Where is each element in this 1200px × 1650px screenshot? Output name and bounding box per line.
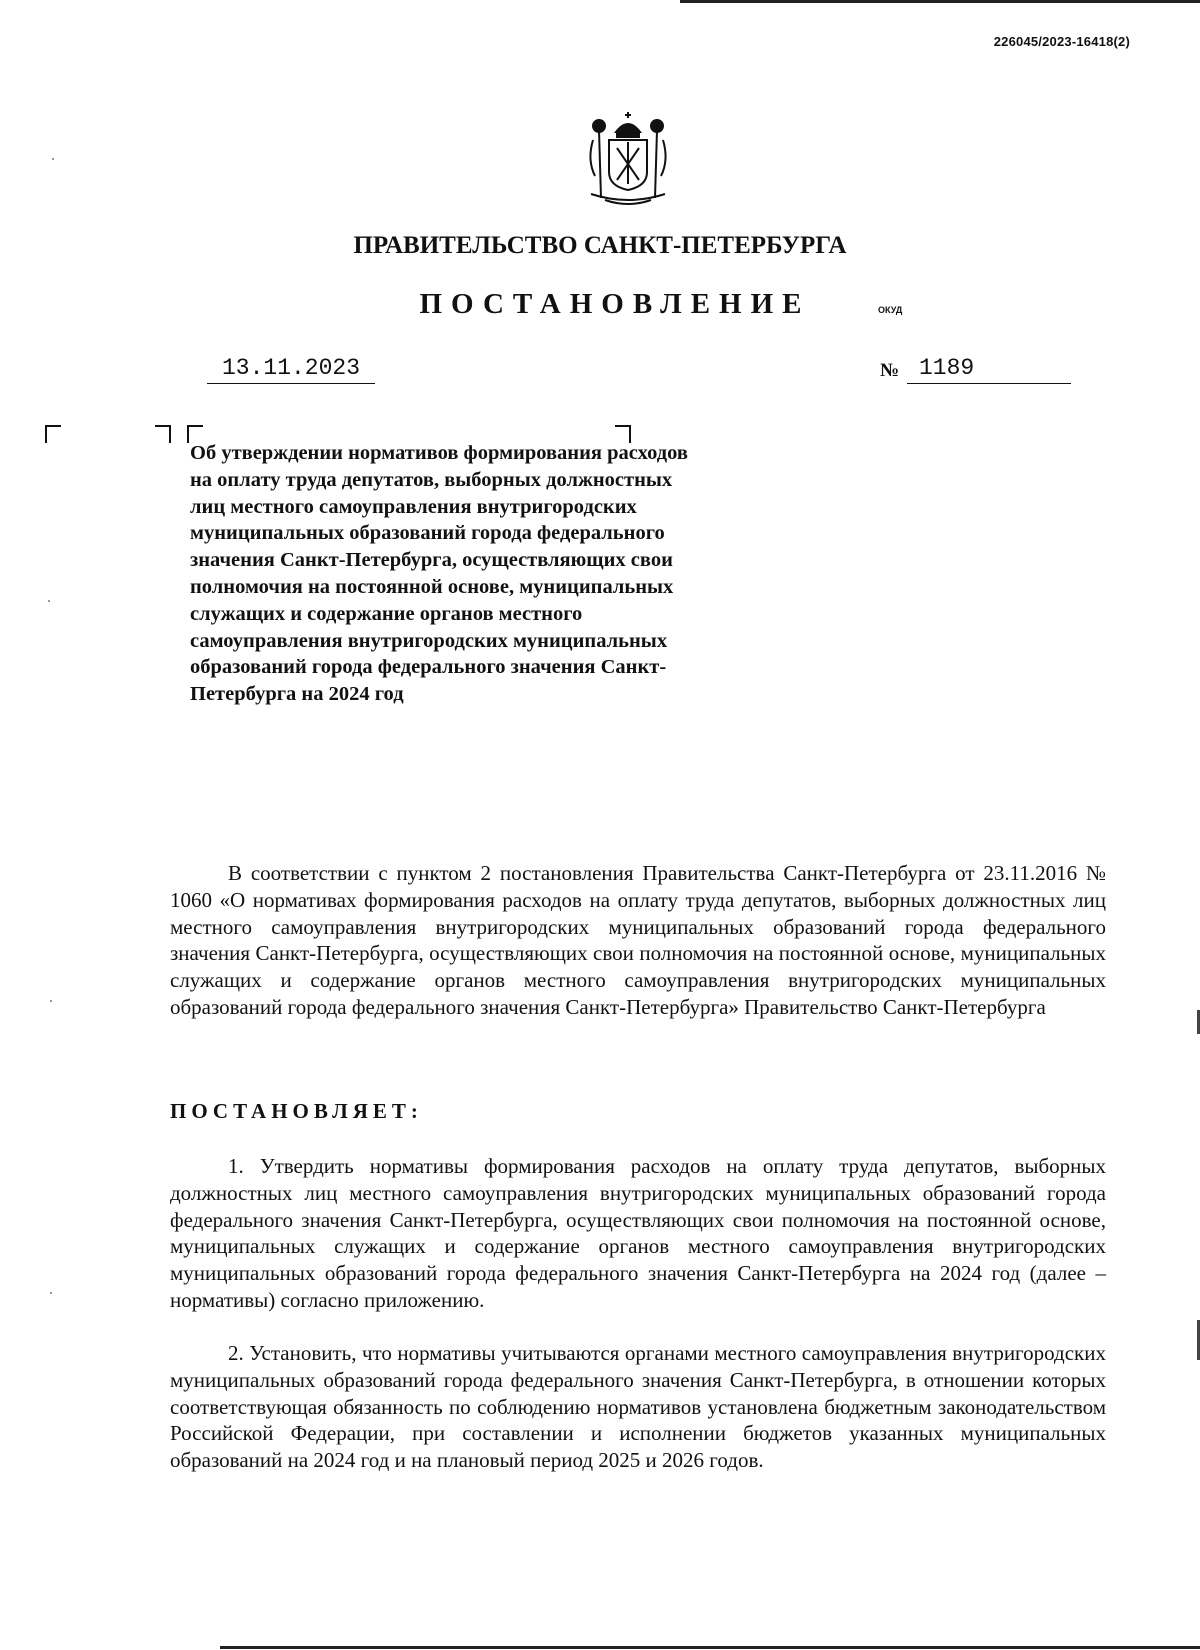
corner-bracket: [155, 425, 171, 443]
corner-bracket: [45, 425, 61, 443]
document-registration-number: 226045/2023-16418(2): [993, 34, 1130, 49]
scan-speck: [48, 600, 50, 602]
document-type-title: ПОСТАНОВЛЕНИЕ: [419, 288, 811, 320]
scan-edge-line: [680, 0, 1200, 3]
document-date: 13.11.2023: [207, 355, 375, 384]
document-subject: Об утверждении нормативов формирования расходов на оплату труда депутатов, выборных должностных лиц местного самоуправления внутригородских муниципальных образований города федерального значения Санкт-Петербурга, осуществляющих свои полномочия на постоянной основе, муниципальных служащих и содержание органов местного самоуправления внутригородских муниципальных образований города федерального значения Санкт-Петербурга на 2024 год: [190, 442, 688, 706]
scan-edge-line: [220, 1646, 1200, 1649]
scan-speck: [52, 158, 54, 160]
organization-name: ПРАВИТЕЛЬСТВО САНКТ-ПЕТЕРБУРГА: [353, 232, 847, 259]
number-sign: №: [880, 360, 900, 381]
coat-of-arms-emblem: [579, 110, 677, 210]
scan-speck: [50, 1292, 52, 1294]
document-number: 1189: [907, 355, 1071, 384]
preamble-paragraph: В соответствии с пунктом 2 постановления Правительства Санкт-Петербурга от 23.11.2016 № 1060 «О нормативах формирования расходов на оплату труда депутатов, выборных должностных лиц местного самоуправления внутригородских муниципальных образований города федерального значения Санкт-Петербурга, осуществляющих свои полномочия на постоянной основе, муниципальных служащих и содержание органов местного самоуправления внутригородских муниципальных образований города федерального значения Санкт-Петербурга» Правительство Санкт-Петербурга: [170, 861, 1106, 1019]
decree-item: 2. Установить, что нормативы учитываются органами местного самоуправления внутригородских муниципальных образований города федерального значения Санкт-Петербурга, в отношении которых соответствующая обязанность по соблюдению нормативов установлена бюджетным законодательством Российской Федерации, при составлении и исполнении бюджетов указанных муниципальных образований на 2024 год и на плановый период 2025 и 2026 годов.: [170, 1341, 1106, 1473]
scan-speck: [50, 1000, 52, 1002]
okud-label: ОКУД: [878, 305, 903, 315]
decree-heading: ПОСТАНОВЛЯЕТ:: [170, 1099, 423, 1123]
decree-item: 1. Утвердить нормативы формирования расходов на оплату труда депутатов, выборных должностных лиц местного самоуправления внутригородских муниципальных образований города федерального значения Санкт-Петербурга, осуществляющих свои полномочия на постоянной основе, муниципальных служащих и содержание органов местного самоуправления внутригородских муниципальных образований города федерального значения Санкт-Петербурга на 2024 год (далее – нормативы) согласно приложению.: [170, 1154, 1106, 1312]
